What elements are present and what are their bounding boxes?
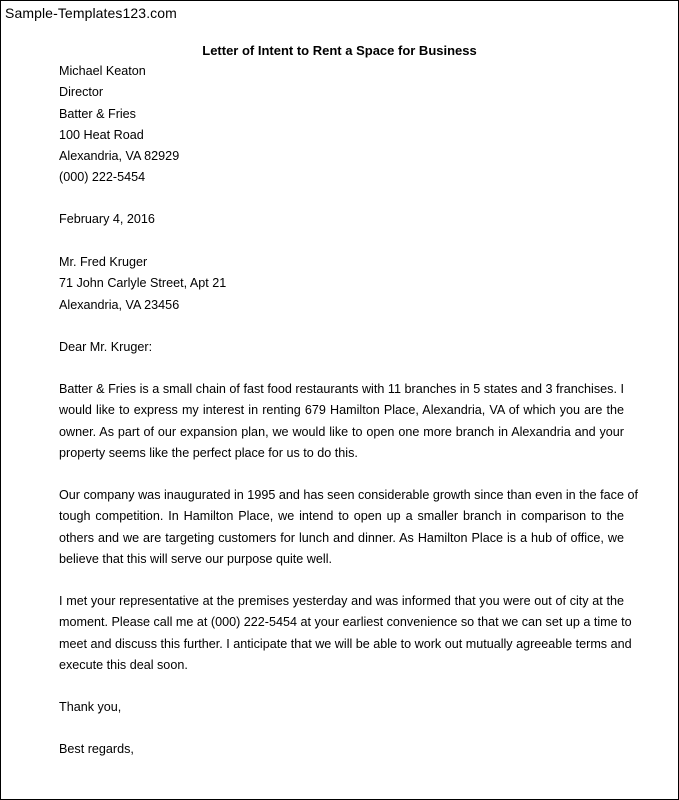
body-paragraph-1	[59, 379, 624, 464]
salutation-block	[59, 337, 624, 358]
sender-phone: (000) 222-5454	[59, 170, 146, 185]
closing-block	[59, 739, 624, 760]
sender-address-block	[59, 61, 624, 189]
closing-line: Best regards,	[59, 742, 134, 756]
paragraph-line: execute this deal soon.	[59, 657, 188, 672]
paragraph-line: owner. As part of our expansion plan, we would like to open one more branch in Alexandria and your	[59, 424, 624, 439]
paragraph-line: meet and discuss this further. I anticipate that we will be able to work out mutually agreeable terms and	[59, 636, 632, 651]
recipient-address-block	[59, 252, 624, 316]
paragraph-line: Our company was inaugurated in 1995 and has seen considerable growth since than even in the face of	[59, 488, 638, 502]
letter-title: Letter of Intent to Rent a Space for Business	[202, 43, 477, 58]
body-paragraph-3	[59, 591, 632, 676]
letter-date: February 4, 2016	[59, 212, 155, 226]
paragraph-line: Batter & Fries is a small chain of fast food restaurants with 11 branches in 5 states and 3 franchises. I	[59, 382, 624, 396]
paragraph-line: I met your representative at the premises yesterday and was informed that you were out of city at the	[59, 594, 624, 608]
thanks-line: Thank you,	[59, 700, 122, 714]
sender-company: Batter & Fries	[59, 106, 136, 121]
letter-date-block	[59, 209, 624, 230]
sender-street: 100 Heat Road	[59, 127, 144, 142]
paragraph-line: would like to express my interest in renting 679 Hamilton Place, Alexandria, VA of which you are the	[59, 403, 624, 418]
paragraph-line: moment. Please call me at (000) 222-5454 at your earliest convenience so that we can set up a time to	[59, 615, 632, 630]
paragraph-line: tough competition. In Hamilton Place, we intend to open up a smaller branch in comparison to the	[59, 509, 624, 524]
recipient-name: Mr. Fred Kruger	[59, 255, 148, 269]
sender-name: Michael Keaton	[59, 64, 146, 78]
recipient-city: Alexandria, VA 23456	[59, 297, 180, 312]
salutation: Dear Mr. Kruger:	[59, 340, 153, 354]
sender-position: Director	[59, 85, 104, 100]
thanks-block	[59, 697, 624, 718]
paragraph-line: property seems like the perfect place for us to do this.	[59, 445, 358, 460]
paragraph-line: others and we are targeting customers for lunch and dinner. As Hamilton Place is a hub of office, we	[59, 530, 624, 545]
watermark-text: Sample-Templates123.com	[5, 5, 177, 21]
sender-city: Alexandria, VA 82929	[59, 149, 180, 164]
recipient-street: 71 John Carlyle Street, Apt 21	[59, 276, 227, 291]
body-paragraph-2	[59, 485, 638, 570]
paragraph-line: believe that this will serve our purpose quite well.	[59, 551, 333, 566]
